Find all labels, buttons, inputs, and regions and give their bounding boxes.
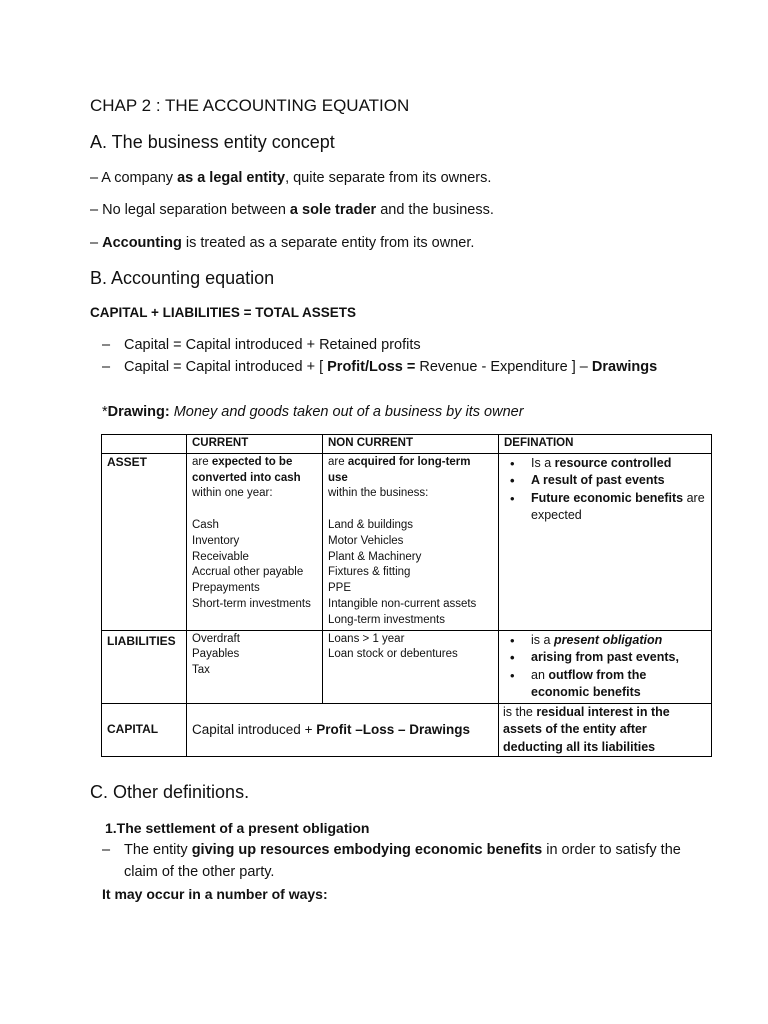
- asset-current-cell: are expected to be converted into cash within one year: Cash Inventory Receivable Accrual other payable Prepayments Short-term investments: [187, 453, 323, 630]
- bullet-item: • A result of past events: [504, 472, 706, 490]
- list-item: Overdraft: [192, 632, 240, 645]
- table-row: [102, 453, 712, 630]
- row-label-capital: CAPITAL: [102, 703, 187, 757]
- liabilities-noncurrent-cell: [323, 630, 499, 703]
- list-item: Plant & Machinery: [328, 550, 422, 563]
- accounting-equation: CAPITAL + LIABILITIES = TOTAL ASSETS: [90, 305, 357, 320]
- table-header-cell: DEFINATION: [499, 435, 712, 454]
- list-item: Intangible non-current assets: [328, 597, 477, 610]
- section-a-heading: A. The business entity concept: [90, 132, 335, 152]
- liabilities-definition-cell: [499, 630, 712, 703]
- settlement-subheading: 1.The settlement of a present obligation: [105, 820, 370, 836]
- list-item: Cash: [192, 518, 219, 531]
- entity-line-accounting: – Accounting is treated as a separate entity from its owner.: [90, 235, 475, 251]
- table-header-cell: [102, 435, 187, 454]
- capital-formula-dash-2: –: [102, 359, 111, 375]
- bullet-item: • arising from past events,: [504, 649, 706, 667]
- liabilities-current-cell: [187, 630, 323, 703]
- bullet-item: • an outflow from the economic benefits: [504, 667, 706, 702]
- list-item: Short-term investments: [192, 597, 311, 610]
- capital-definition-cell: is the residual interest in the assets of the entity after deducting all its liabilities: [499, 703, 712, 757]
- settlement-line: The entity giving up resources embodying economic benefits in order to satisfy the: [124, 842, 681, 858]
- list-item: Accrual other payable: [192, 566, 304, 579]
- settlement-dash: –: [102, 842, 111, 858]
- section-b-heading: B. Accounting equation: [90, 268, 275, 288]
- list-item: Inventory: [192, 534, 240, 547]
- list-item: Motor Vehicles: [328, 534, 404, 547]
- asset-definition-cell: [499, 453, 712, 630]
- bullet-item: • Is a resource controlled: [504, 455, 706, 473]
- table-row: [102, 630, 712, 703]
- section-c-heading: C. Other definitions.: [90, 782, 250, 802]
- list-item: Land & buildings: [328, 518, 414, 531]
- list-item: Prepayments: [192, 582, 260, 595]
- accounting-elements-table: [101, 434, 712, 757]
- capital-formula-cell: Capital introduced + Profit –Loss – Drawings: [187, 703, 499, 757]
- row-label-liabilities: LIABILITIES: [102, 630, 187, 703]
- list-item: Loan stock or debentures: [328, 648, 458, 661]
- capital-formula-2: Capital = Capital introduced + [ Profit/Loss = Revenue - Expenditure ] – Drawings: [124, 359, 658, 375]
- table-header-cell: NON CURRENT: [323, 435, 499, 454]
- bullet-item: • Future economic benefits are expected: [504, 490, 706, 525]
- capital-formula-1: Capital = Capital introduced + Retained profits: [124, 337, 421, 353]
- bullet-item: • is a present obligation: [504, 632, 706, 650]
- page-title: CHAP 2 : THE ACCOUNTING EQUATION: [90, 96, 410, 115]
- entity-line-sole-trader: – No legal separation between a sole trader and the business.: [90, 202, 494, 218]
- capital-formula-dash-1: –: [102, 337, 111, 353]
- drawing-note: *Drawing: Money and goods taken out of a business by its owner: [102, 404, 524, 420]
- list-item: Receivable: [192, 550, 249, 563]
- row-label-asset: ASSET: [102, 453, 187, 630]
- list-item: Tax: [192, 664, 210, 677]
- ways-heading: It may occur in a number of ways:: [102, 886, 328, 902]
- table-header-row: [102, 435, 712, 454]
- list-item: Fixtures & fitting: [328, 566, 411, 579]
- table-header-cell: CURRENT: [187, 435, 323, 454]
- list-item: Payables: [192, 648, 240, 661]
- table-row: [102, 703, 712, 757]
- settlement-line-cont: claim of the other party.: [124, 864, 275, 880]
- asset-noncurrent-cell: are acquired for long-term use within the business: Land & buildings Motor Vehicles Plant & Machinery Fixtures & fitting PPE Intangible non-current assets Long-term investments: [323, 453, 499, 630]
- list-item: Long-term investments: [328, 613, 445, 626]
- list-item: PPE: [328, 582, 352, 595]
- entity-line-company: – A company as a legal entity, quite separate from its owners.: [90, 170, 492, 186]
- list-item: Loans > 1 year: [328, 632, 405, 645]
